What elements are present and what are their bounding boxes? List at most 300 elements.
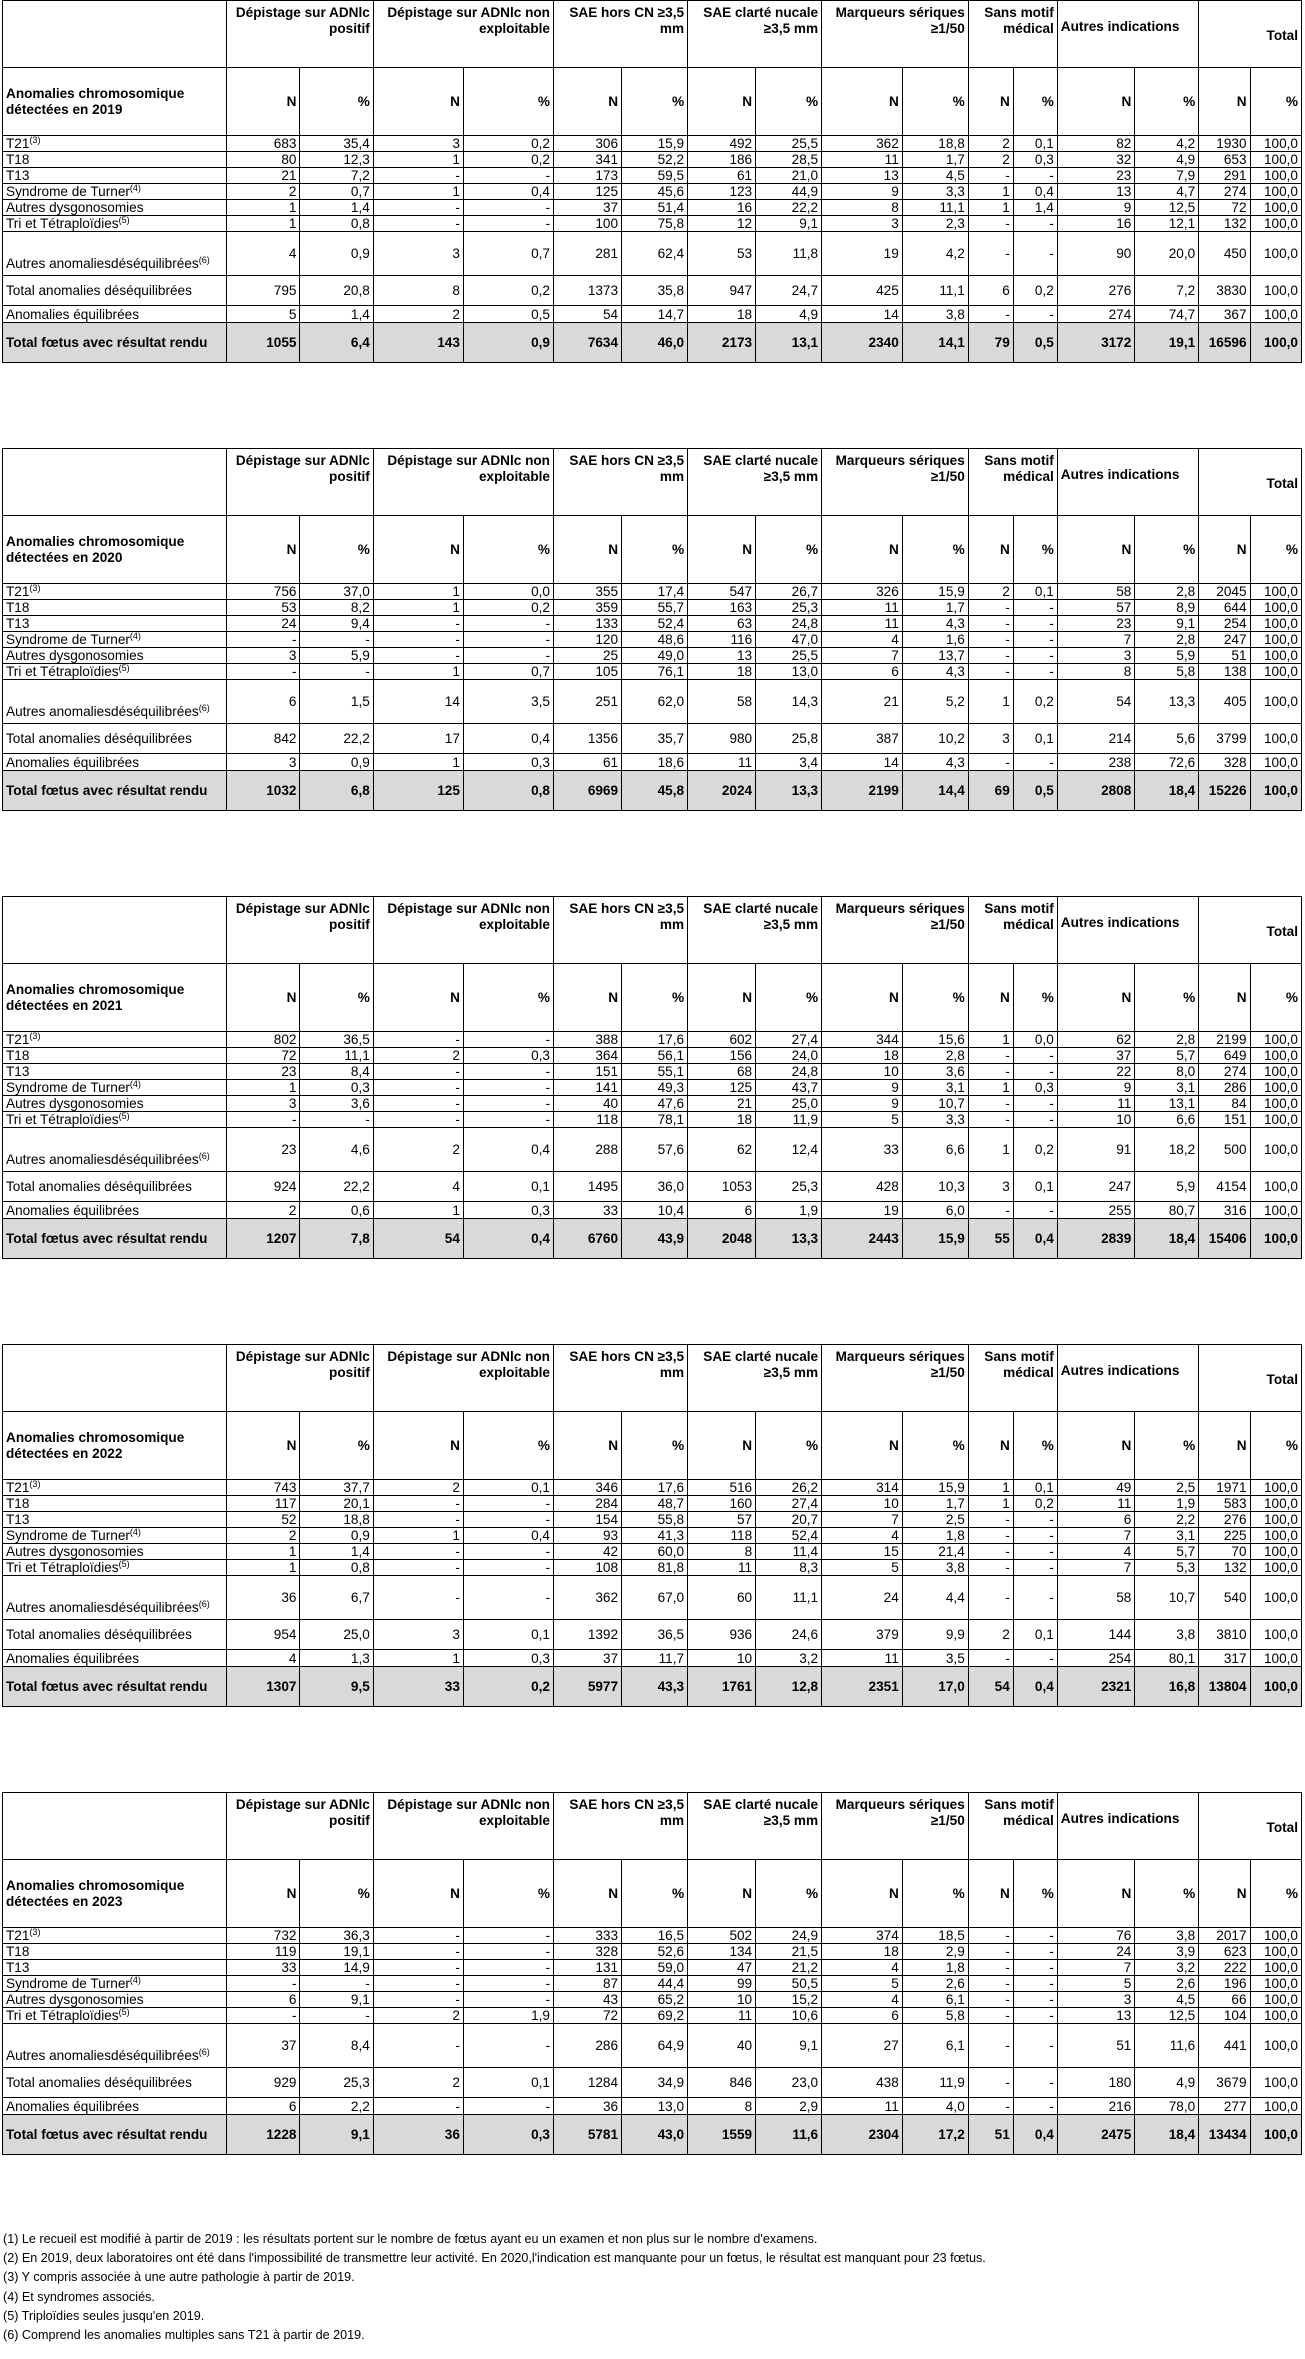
value-cell: 105 [553, 664, 621, 680]
row-label-cell [3, 1992, 227, 2008]
column-header-sae-clarte-nucale [688, 1, 822, 68]
value-cell: 0,0 [463, 584, 553, 600]
value-cell: 274 [1057, 306, 1135, 323]
value-cell: 1 [373, 152, 463, 168]
value-cell: 8 [373, 276, 463, 306]
value-cell: 0,3 [463, 2115, 553, 2155]
row-label: Total anomalies déséquilibrées [6, 1179, 192, 1194]
value-cell: 1,4 [300, 306, 373, 323]
value-cell: 2351 [822, 1667, 903, 1707]
sub-header-cell: % [902, 516, 968, 584]
footnote-ref: (3) [29, 583, 41, 593]
value-cell: 100,0 [1250, 2115, 1301, 2155]
value-cell: 2024 [688, 771, 756, 811]
value-cell: 216 [1057, 2098, 1135, 2115]
row-label-cell [3, 1496, 227, 1512]
value-cell: 60 [688, 1576, 756, 1620]
value-cell: - [1013, 1576, 1057, 1620]
value-cell: 374 [822, 1928, 903, 1944]
value-cell: 7,8 [300, 1219, 373, 1259]
value-cell: 649 [1199, 1048, 1250, 1064]
value-cell: 743 [227, 1480, 300, 1496]
value-cell: 0,2 [1013, 1496, 1057, 1512]
row-t18 [3, 600, 1302, 616]
value-cell: 9,1 [300, 2115, 373, 2155]
value-cell: 173 [553, 168, 621, 184]
value-cell: 355 [553, 584, 621, 600]
value-cell: 2 [373, 2008, 463, 2024]
value-cell: - [968, 1512, 1013, 1528]
value-cell: 1207 [227, 1219, 300, 1259]
row-label: Autres dysgonosomies [6, 200, 144, 215]
row-syndrome-turner [3, 184, 1302, 200]
row-label: Anomalies équilibrées [6, 306, 139, 322]
sub-header-cell: N [688, 1860, 756, 1928]
row-t13 [3, 1512, 1302, 1528]
value-cell: 43,0 [622, 2115, 688, 2155]
row-label-cell [3, 584, 227, 600]
value-cell: 11 [688, 2008, 756, 2024]
value-cell: - [300, 1112, 373, 1128]
value-cell: 341 [553, 152, 621, 168]
value-cell: - [463, 1576, 553, 1620]
value-cell: 387 [822, 724, 903, 754]
value-cell: 2839 [1057, 1219, 1135, 1259]
value-cell: - [1013, 306, 1057, 323]
value-cell: 6 [968, 276, 1013, 306]
row-t21 [3, 1928, 1302, 1944]
value-cell: 2048 [688, 1219, 756, 1259]
value-cell: 25,5 [756, 648, 822, 664]
value-cell: 10 [1057, 1112, 1135, 1128]
value-cell: 18,4 [1135, 771, 1199, 811]
row-autres-anomalies-desequilibrees [3, 680, 1302, 724]
value-cell: 0,3 [300, 1080, 373, 1096]
value-cell: 222 [1199, 1960, 1250, 1976]
value-cell: 74,7 [1135, 306, 1199, 323]
row-total-anomalies-desequilibrees [3, 1620, 1302, 1650]
sub-header-cell: % [756, 964, 822, 1032]
value-cell: - [463, 216, 553, 232]
sub-header-cell: % [463, 1412, 553, 1480]
value-cell: 76 [1057, 1928, 1135, 1944]
value-cell: 4,5 [902, 168, 968, 184]
column-header-autres-indications [1057, 1345, 1198, 1412]
value-cell: 5,8 [902, 2008, 968, 2024]
column-group-header-row [3, 449, 1302, 516]
column-header-total [1199, 1345, 1302, 1412]
sub-header-cell: N [373, 1412, 463, 1480]
value-cell: 4 [822, 632, 903, 648]
value-cell: 317 [1199, 1650, 1250, 1667]
value-cell: 5,9 [300, 648, 373, 664]
row-label: Anomalies équilibrées [6, 1202, 139, 1218]
row-label: Syndrome de Turner [6, 184, 130, 199]
footnote-ref: (3) [29, 1479, 41, 1489]
column-header-label: SAE hors CN ≥3,5 mm [569, 5, 685, 36]
row-label: T21 [6, 136, 30, 151]
value-cell: 3 [227, 1096, 300, 1112]
value-cell: 1,4 [1013, 200, 1057, 216]
row-syndrome-turner [3, 1976, 1302, 1992]
value-cell: 3,3 [902, 1112, 968, 1128]
column-header-label: SAE hors CN ≥3,5 mm [569, 453, 685, 484]
value-cell: 0,5 [463, 306, 553, 323]
row-label: Syndrome de Turner [6, 1080, 130, 1095]
value-cell: 0,1 [463, 2068, 553, 2098]
value-cell: 15,9 [902, 584, 968, 600]
value-cell: 180 [1057, 2068, 1135, 2098]
row-label: T18 [6, 152, 30, 167]
value-cell: 61 [553, 754, 621, 771]
row-label-cell [3, 1096, 227, 1112]
value-cell: 4 [822, 1992, 903, 2008]
value-cell: - [1013, 232, 1057, 276]
value-cell: 0,3 [463, 754, 553, 771]
footnotes [3, 2230, 1303, 2345]
value-cell: 1 [227, 216, 300, 232]
column-header-adnlc-positif [227, 1, 374, 68]
column-header-label: Dépistage sur ADNlc positif [235, 453, 370, 484]
value-cell: 10 [822, 1496, 903, 1512]
value-cell: 100,0 [1250, 276, 1301, 306]
value-cell: 7,2 [1135, 276, 1199, 306]
row-label: Tri et Tétraploïdies [6, 2008, 119, 2023]
column-header-label: Sans motif médical [984, 5, 1054, 36]
column-header-label: Sans motif médical [984, 901, 1054, 932]
value-cell: 43,9 [622, 1219, 688, 1259]
table-title: Anomalies chromosomique détectées en 2020 [3, 516, 227, 584]
value-cell: - [1013, 2098, 1057, 2115]
value-cell: 3679 [1199, 2068, 1250, 2098]
sub-header-cell: % [622, 516, 688, 584]
value-cell: 20,7 [756, 1512, 822, 1528]
value-cell: 8,4 [300, 1064, 373, 1080]
value-cell: 0,1 [463, 1172, 553, 1202]
value-cell: 5 [1057, 1976, 1135, 1992]
value-cell: 3,6 [902, 1064, 968, 1080]
sub-header-cell: % [1135, 964, 1199, 1032]
value-cell: 346 [553, 1480, 621, 1496]
value-cell: 51 [968, 2115, 1013, 2155]
row-label: Total anomalies déséquilibrées [6, 1627, 192, 1642]
value-cell: 225 [1199, 1528, 1250, 1544]
value-cell: 274 [1199, 1064, 1250, 1080]
value-cell: 11,1 [902, 276, 968, 306]
value-cell: - [1013, 1064, 1057, 1080]
footnote-ref: (6) [198, 703, 210, 713]
value-cell: 7 [1057, 1960, 1135, 1976]
value-cell: 13,0 [756, 664, 822, 680]
value-cell: 1,7 [902, 1496, 968, 1512]
value-cell: 20,0 [1135, 232, 1199, 276]
value-cell: 52,6 [622, 1944, 688, 1960]
value-cell: 0,1 [1013, 136, 1057, 152]
value-cell: 3,8 [902, 306, 968, 323]
row-autres-dysgonosomies [3, 1544, 1302, 1560]
sub-header-cell: % [1013, 1412, 1057, 1480]
row-tri-tetraploidies [3, 2008, 1302, 2024]
row-total-foetus [3, 2115, 1302, 2155]
sub-header-cell: % [1250, 1412, 1301, 1480]
value-cell: - [373, 2098, 463, 2115]
row-label: Total fœtus avec résultat rendu [6, 2126, 208, 2142]
row-label: Autres anomaliesdéséquilibrées [6, 704, 199, 719]
value-cell: - [968, 1064, 1013, 1080]
value-cell: - [463, 1080, 553, 1096]
value-cell: 653 [1199, 152, 1250, 168]
sub-header-cell: % [1250, 68, 1301, 136]
value-cell: 6 [822, 664, 903, 680]
column-header-label: Total [1266, 28, 1298, 43]
value-cell: - [300, 1976, 373, 1992]
value-cell: 0,9 [300, 1528, 373, 1544]
value-cell: 1,3 [300, 1650, 373, 1667]
value-cell: 7,9 [1135, 168, 1199, 184]
value-cell: 802 [227, 1032, 300, 1048]
value-cell: 306 [553, 136, 621, 152]
column-header-label: Dépistage sur ADNlc non exploitable [387, 453, 550, 484]
value-cell: - [968, 168, 1013, 184]
column-header-autres-indications [1057, 1, 1198, 68]
value-cell: 24 [822, 1576, 903, 1620]
value-cell: 924 [227, 1172, 300, 1202]
value-cell: 291 [1199, 168, 1250, 184]
value-cell: 732 [227, 1928, 300, 1944]
row-autres-dysgonosomies [3, 648, 1302, 664]
value-cell: 11,8 [756, 232, 822, 276]
column-group-header-row [3, 1793, 1302, 1860]
footnote: (6) Comprend les anomalies multiples sans T21 à partir de 2019. [3, 2327, 365, 2342]
value-cell: 842 [227, 724, 300, 754]
sub-header-cell: N [688, 964, 756, 1032]
value-cell: - [968, 1960, 1013, 1976]
value-cell: 277 [1199, 2098, 1250, 2115]
value-cell: 5,9 [1135, 1172, 1199, 1202]
value-cell: 6 [688, 1202, 756, 1219]
value-cell: 1495 [553, 1172, 621, 1202]
column-header-marqueurs-seriques [822, 897, 969, 964]
value-cell: 9,1 [1135, 616, 1199, 632]
value-cell: 3,8 [902, 1560, 968, 1576]
value-cell: 1,5 [300, 680, 373, 724]
row-label-cell [3, 306, 227, 323]
footnote: (5) Triploïdies seules jusqu'en 2019. [3, 2308, 205, 2323]
value-cell: 359 [553, 600, 621, 616]
column-header-sae-clarte-nucale [688, 1793, 822, 1860]
value-cell: 1053 [688, 1172, 756, 1202]
value-cell: 9 [1057, 200, 1135, 216]
value-cell: 2808 [1057, 771, 1135, 811]
row-label: Tri et Tétraploïdies [6, 664, 119, 679]
sub-header-cell: % [1135, 1412, 1199, 1480]
value-cell: 186 [688, 152, 756, 168]
sub-header-cell: % [1013, 1860, 1057, 1928]
value-cell: - [968, 1202, 1013, 1219]
value-cell: 47,0 [756, 632, 822, 648]
row-label-cell [3, 664, 227, 680]
value-cell: 11,6 [756, 2115, 822, 2155]
value-cell: 2 [968, 584, 1013, 600]
row-label: Total fœtus avec résultat rendu [6, 782, 208, 798]
value-cell: 4,4 [902, 1576, 968, 1620]
row-label-cell [3, 184, 227, 200]
value-cell: 54 [373, 1219, 463, 1259]
value-cell: - [373, 200, 463, 216]
value-cell: 276 [1199, 1512, 1250, 1528]
row-anomalies-equilibrees [3, 1650, 1302, 1667]
value-cell: 3 [373, 136, 463, 152]
row-label-cell [3, 2024, 227, 2068]
value-cell: 13,1 [1135, 1096, 1199, 1112]
value-cell: 36,5 [300, 1032, 373, 1048]
value-cell: 45,8 [622, 771, 688, 811]
sub-header-cell: N [968, 516, 1013, 584]
table-title: Anomalies chromosomique détectées en 2022 [3, 1412, 227, 1480]
row-label-cell [3, 1560, 227, 1576]
row-label-cell [3, 1650, 227, 1667]
row-t18 [3, 1496, 1302, 1512]
value-cell: 6,1 [902, 2024, 968, 2068]
value-cell: 151 [553, 1064, 621, 1080]
value-cell: 18 [688, 1112, 756, 1128]
value-cell: 0,1 [1013, 1480, 1057, 1496]
value-cell: 18 [688, 664, 756, 680]
value-cell: 438 [822, 2068, 903, 2098]
value-cell: 100,0 [1250, 724, 1301, 754]
sub-header-cell: N [968, 68, 1013, 136]
value-cell: 492 [688, 136, 756, 152]
column-header-adnlc-positif [227, 449, 374, 516]
column-header-label: SAE clarté nucale ≥3,5 mm [703, 5, 819, 36]
footnote-ref: (6) [198, 1599, 210, 1609]
value-cell: 0,8 [463, 771, 553, 811]
value-cell: 9,1 [756, 216, 822, 232]
row-autres-anomalies-desequilibrees [3, 2024, 1302, 2068]
value-cell: 18,5 [902, 1928, 968, 1944]
sub-header-cell: N [373, 964, 463, 1032]
value-cell: 100,0 [1250, 1172, 1301, 1202]
value-cell: 100,0 [1250, 616, 1301, 632]
value-cell: 100,0 [1250, 2068, 1301, 2098]
footnote-ref: (4) [129, 1975, 141, 1985]
value-cell: 18,4 [1135, 2115, 1199, 2155]
column-header-sans-motif-medical [968, 449, 1057, 516]
value-cell: 22,2 [300, 724, 373, 754]
anomalies-table [2, 896, 1302, 1259]
row-tri-tetraploidies [3, 664, 1302, 680]
sub-header-cell: N [227, 1412, 300, 1480]
value-cell: 100,0 [1250, 1512, 1301, 1528]
value-cell: 9 [822, 184, 903, 200]
value-cell: - [1013, 1650, 1057, 1667]
value-cell: 18 [822, 1944, 903, 1960]
value-cell: 3 [373, 232, 463, 276]
value-cell: - [968, 1048, 1013, 1064]
value-cell: - [968, 232, 1013, 276]
value-cell: 1761 [688, 1667, 756, 1707]
column-header-sans-motif-medical [968, 1793, 1057, 1860]
row-anomalies-equilibrees [3, 1202, 1302, 1219]
value-cell: - [968, 600, 1013, 616]
column-header-sae-hors-cn [553, 897, 687, 964]
row-label-cell [3, 232, 227, 276]
value-cell: 15406 [1199, 1219, 1250, 1259]
value-cell: 0,1 [1013, 1620, 1057, 1650]
column-header-label: SAE clarté nucale ≥3,5 mm [703, 1349, 819, 1380]
row-label: T18 [6, 1496, 30, 1511]
sub-header-cell: % [902, 964, 968, 1032]
value-cell: 2321 [1057, 1667, 1135, 1707]
value-cell: 57 [688, 1512, 756, 1528]
anomalies-table [2, 0, 1302, 363]
value-cell: - [463, 1992, 553, 2008]
value-cell: 8,2 [300, 600, 373, 616]
value-cell: - [1013, 1976, 1057, 1992]
value-cell: 18,6 [622, 754, 688, 771]
value-cell: 0,2 [463, 152, 553, 168]
value-cell: - [968, 2098, 1013, 2115]
sub-header-cell: N [553, 516, 621, 584]
value-cell: 11 [822, 600, 903, 616]
value-cell: 48,6 [622, 632, 688, 648]
value-cell: - [373, 632, 463, 648]
value-cell: 100,0 [1250, 1080, 1301, 1096]
value-cell: 1307 [227, 1667, 300, 1707]
value-cell: 100,0 [1250, 664, 1301, 680]
value-cell: 11,1 [300, 1048, 373, 1064]
value-cell: 25,5 [756, 136, 822, 152]
value-cell: 8,3 [756, 1560, 822, 1576]
value-cell: 0,3 [463, 1048, 553, 1064]
value-cell: 2,5 [1135, 1480, 1199, 1496]
value-cell: 100,0 [1250, 1480, 1301, 1496]
value-cell: 516 [688, 1480, 756, 1496]
value-cell: 5 [822, 1112, 903, 1128]
value-cell: 2 [968, 152, 1013, 168]
value-cell: 52,4 [622, 616, 688, 632]
value-cell: 3,5 [902, 1650, 968, 1667]
value-cell: 0,8 [300, 1560, 373, 1576]
value-cell: 21,0 [756, 168, 822, 184]
column-header-label: Dépistage sur ADNlc non exploitable [387, 901, 550, 932]
value-cell: 60,0 [622, 1544, 688, 1560]
value-cell: - [968, 1976, 1013, 1992]
value-cell: - [463, 1064, 553, 1080]
value-cell: 49 [1057, 1480, 1135, 1496]
value-cell: 53 [688, 232, 756, 276]
value-cell: 1 [968, 1128, 1013, 1172]
row-syndrome-turner [3, 632, 1302, 648]
value-cell: 16,5 [622, 1928, 688, 1944]
value-cell: 286 [553, 2024, 621, 2068]
value-cell: 954 [227, 1620, 300, 1650]
value-cell: - [1013, 1048, 1057, 1064]
value-cell: 980 [688, 724, 756, 754]
value-cell: 0,1 [1013, 584, 1057, 600]
sub-header-cell: % [1250, 1860, 1301, 1928]
value-cell: 156 [688, 1048, 756, 1064]
value-cell: 37 [1057, 1048, 1135, 1064]
sub-header-cell: % [1013, 516, 1057, 584]
sub-header-cell: N [553, 1860, 621, 1928]
column-header-total [1199, 1793, 1302, 1860]
value-cell: 36,5 [622, 1620, 688, 1650]
value-cell: 23 [227, 1064, 300, 1080]
value-cell: 0,2 [1013, 680, 1057, 724]
value-cell: 8,0 [1135, 1064, 1199, 1080]
footnote-ref: (6) [198, 2047, 210, 2057]
